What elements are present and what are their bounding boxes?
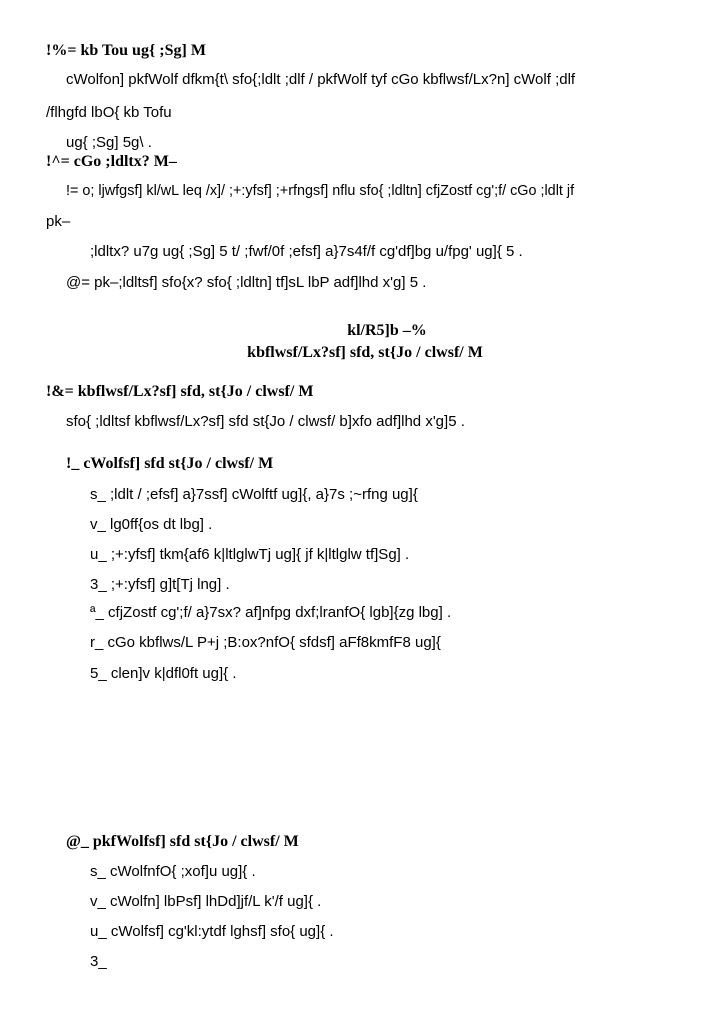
subsection-2-item: u_ cWolfsf] cg'kl:ytdf lghsf] sfo{ ug]{ . [90,923,334,940]
subsection-1-item: v_ lg0ff{os dt lbg] . [90,516,213,533]
subsection-1-item: 5_ clen]v k|dfl0ft ug]{ . [90,665,237,682]
section-18-paragraph-line-2: /flhgfd lbO{ kb Tofu [46,104,172,121]
section-18-heading: !%= kb Tou ug{ ;Sg] M [46,42,206,59]
subsection-1-item: r_ cGo kbflws/L P+j ;B:ox?nfO{ sfdsf] aFf8kmfF8 ug]{ [90,634,441,651]
subsection-1-item: 3_ ;+:yfsf] g]t[Tj lng] . [90,576,230,593]
chapter-number: kl/R5]b –% [347,322,427,339]
subsection-1-item: u_ ;+:yfsf] tkm{af6 k|ltlglwTj ug]{ jf k|ltlglw tf]Sg] . [90,546,410,563]
section-17-paragraph: sfo{ ;ldltsf kbflwsf/Lx?sf] sfd st{Jo / clwsf/ b]xfo adf]lhd x'g]5 . [66,413,465,430]
subsection-2-item: s_ cWolfnfO{ ;xof]u ug]{ . [90,863,256,880]
subsection-1-heading: !_ cWolfsf] sfd st{Jo / clwsf/ M [66,455,274,472]
subsection-1-item: s_ ;ldlt / ;efsf] a}7ssf] cWolftf ug]{, a}7s ;~rfng ug]{ [90,486,418,503]
subsection-2-item: 3_ [90,953,107,970]
section-17-heading: !&= kbflwsf/Lx?sf] sfd, st{Jo / clwsf/ M [46,383,314,400]
section-19-item-1-line-2: pk– [46,213,71,230]
subsection-2-heading: @_ pkfWolfsf] sfd st{Jo / clwsf/ M [66,833,299,850]
section-19-item-1-line-1: != o; ljwfgsf] kl/wL leq /x]/ ;+:yfsf] ;+rfngsf] nflu sfo{ ;ldltn] cfjZostf cg';f/ cGo ;ldlt jf [66,183,575,199]
section-18-paragraph-line-1: cWolfon] pkfWolf dfkm{t\ sfo{;ldlt ;dlf / pkfWolf tyf cGo kbflwsf/Lx?n] cWolf ;dlf [66,71,576,88]
subsection-2-item: v_ cWolfn] lbPsf] lhDd]jf/L k'/f ug]{ . [90,893,322,910]
section-19-item-1-line-3: ;ldltx? u7g ug{ ;Sg] 5 t/ ;fwf/0f ;efsf] a}7s4f/f cg'df]bg u/fpg' ug]{ 5 . [90,243,523,260]
section-19-heading: !^= cGo ;ldltx? M– [46,153,177,170]
chapter-title: kbflwsf/Lx?sf] sfd, st{Jo / clwsf/ M [247,344,483,361]
subsection-1-item: ª_ cfjZostf cg';f/ a}7sx? af]nfpg dxf;lranfO{ lgb]{zg lbg] . [90,604,452,621]
section-18-paragraph-line-3: ug{ ;Sg] 5g\ . [66,134,152,151]
section-19-item-2: @= pk–;ldltsf] sfo{x? sfo{ ;ldltn] tf]sL lbP adf]lhd x'g] 5 . [66,274,427,291]
